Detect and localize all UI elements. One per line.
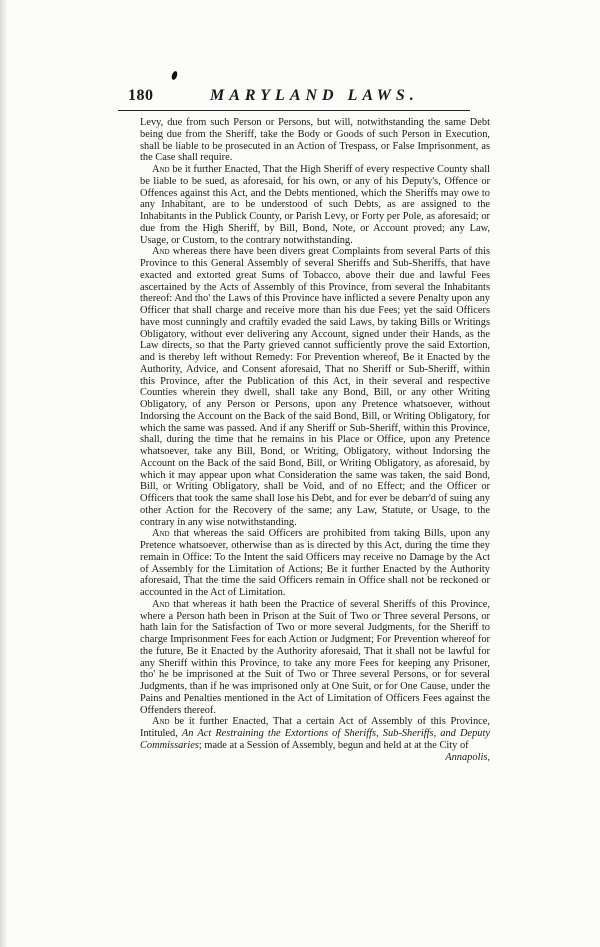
paragraph-1 bbox=[140, 117, 490, 164]
paragraph-lead: And bbox=[152, 246, 170, 258]
paragraph-lead: And bbox=[152, 598, 170, 610]
paragraph-3 bbox=[140, 246, 490, 528]
paragraph-text: that whereas the said Officers are prohibited from taking Bills, upon any Pretence whatsoever, otherwise than as is directed by this Act, during the time they remain in Office: To the Intent the said Officers may receive no Damage by the Act of Assembly for the Limitation of Actions; Be it further Enacted by the Authority aforesaid, That the time the said Officers remain in Office shall not be reckoned or accounted in the Act of Limitation. bbox=[140, 528, 490, 598]
paragraph-tail: ; made at a Session of Assembly, begun and held at at the City of bbox=[198, 739, 469, 751]
paragraph-6 bbox=[140, 716, 490, 751]
paragraph-lead: And bbox=[152, 716, 170, 728]
paragraph-4 bbox=[140, 528, 490, 599]
page-number: 180 bbox=[128, 87, 154, 104]
paragraph-text: that whereas it hath been the Practice of several Sheriffs of this Province, where a Person hath been in Prison at the Suit of Two or Three several Persons, or hath lain for the Satisfaction of Two or more several Judgments, for the Sheriff to charge Imprisonment Fees for each Action or Judgment; For Prevention whereof for the future, Be it Enacted by the Authority aforesaid, That it shall not be lawful for any Sheriff within this Province, to take any more Fees for keeping any Prisoner, tho' he be imprisoned at the Suit of Two or Three several Persons, or for several Judgments, than if he was imprisoned only at One Suit, or for One Cause, under the Pains and Penalties mentioned in the Act of Limitation of Officers Fees against the Offenders thereof. bbox=[140, 598, 490, 716]
page-header bbox=[118, 84, 470, 111]
body-text bbox=[140, 117, 490, 763]
paragraph-text: whereas there have been divers great Complaints from several Parts of this Province to this General Assembly of several Sheriffs and Sub-Sheriffs, that have exacted and extorted great Sums of Tobacco, above their due and lawful Fees ascertained by the Acts of Assembly of this Province, from several the Inhabitants thereof: And tho' the Laws of this Province have inflicted a severe Penalty upon any Officer that shall charge and receive more than his due Fees; yet the said Officers have most cunningly and craftily evaded the said Laws, by taking Bills or Writings Obligatory, without ever delivering any Account, signed under their Hands, as the Law directs, so that the Party grieved cannot sufficiently prove the said Extortion, and is thereby left without Remedy: For Prevention whereof, Be it Enacted by the Authority, Advice, and Consent aforesaid, That no Sheriff or Sub-Sheriff, within this Province, after the Publication of this Act, in their several and respective Counties wherein they dwell, shall take any Bond, Bill, or any other Writing Obligatory, of any Person or Persons, upon any Pretence whatsoever, without Indorsing the Account on the Back of the said Bond, Bill, or Writing Obligatory, for which the same was passed. And if any Sheriff or Sub-Sheriff, within this Province, shall, during the time that he remains in his Place or Office, upon any Pretence whatsoever, take any Bill, Bond, or Writing, Obligatory, without Indorsing the Account on the Back of the said Bond, Bill, or Writing Obligatory, as aforesaid, by which it may appear upon what Consideration the same was taken, the said Bond, Bill, or Writing Obligatory, shall be Void, and of no Effect; and the Officer or Officers that took the same shall lose his Debt, and for ever be debarr'd of suing any other Action for the Recovery of the same; any Law, Statute, or Usage, to the contrary in any wise notwithstanding. bbox=[140, 246, 490, 528]
ink-mark bbox=[171, 70, 179, 80]
paragraph-text: be it further Enacted, That the High Sheriff of every respective County shall be liable to be sued, as aforesaid, for his own, or any of his Deputy's, Offence or Offences against this Act, and the Debts mentioned, which the Sheriffs may owe to any Inhabitant, are to be understood of such Debts, as are assigned to the Inhabitants in the Publick County, or Parish Levy, or Forty per Pole, as aforesaid; or due from the High Sheriff, by Bill, Bond, Note, or Account proved; any Law, Usage, or Custom, to the contrary notwithstanding. bbox=[140, 164, 490, 246]
act-title: An Act Restraining the Extortions of Sheriffs, Sub-Sheriffs, and Deputy Commissaries bbox=[140, 728, 490, 751]
paragraph-5 bbox=[140, 599, 490, 717]
paragraph-lead: And bbox=[152, 164, 170, 175]
catchword: Annapolis, bbox=[445, 751, 490, 763]
paragraph-text: be it further Enacted, That a certain Act of Assembly of this Province, Intituled, bbox=[140, 716, 490, 739]
page-edge-shadow bbox=[0, 0, 8, 947]
paragraph-lead: And bbox=[152, 528, 170, 540]
paragraph-text: Levy, due from such Person or Persons, but will, notwithstanding the same Debt being due from the Sheriff, take the Body or Goods of such Person in Execution, shall be liable to be prosecuted in an Action of Trespass, or False Imprisonment, as the Case shall require. bbox=[140, 117, 490, 164]
running-head: MARYLAND LAWS. bbox=[210, 87, 419, 104]
paragraph-2 bbox=[140, 164, 490, 246]
